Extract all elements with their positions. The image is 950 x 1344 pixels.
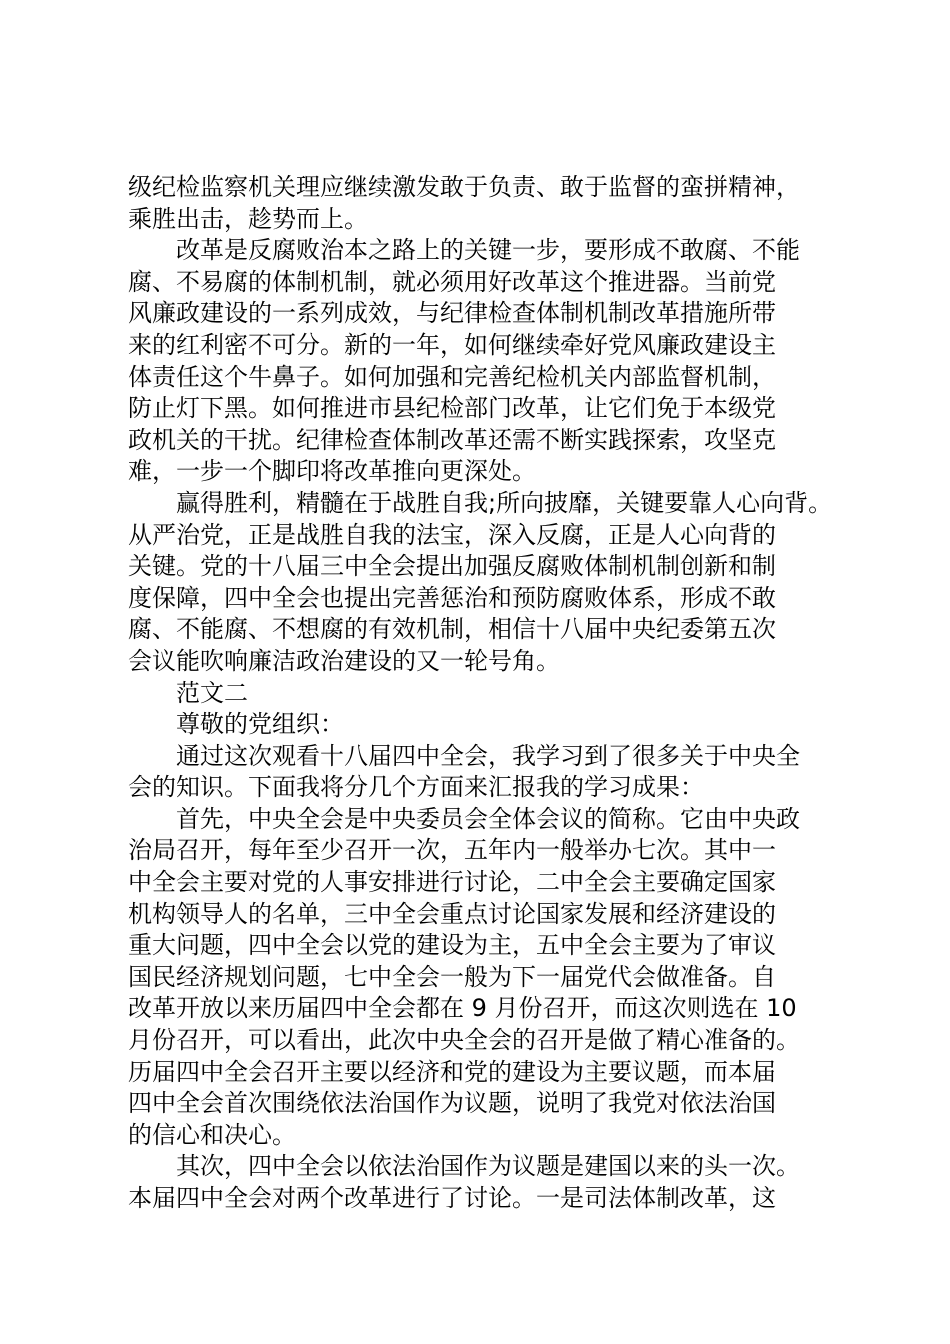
text-line: 政机关的干扰。纪律检查体制改革还需不断实践探索，攻坚克 xyxy=(128,425,776,454)
text-line: 月份召开，可以看出，此次中央全会的召开是做了精心准备的。 xyxy=(128,1026,800,1055)
text-line: 腐、不能腐、不想腐的有效机制，相信十八届中央纪委第五次 xyxy=(128,615,776,644)
text-line: 腐、不易腐的体制机制，就必须用好改革这个推进器。当前党 xyxy=(128,267,776,296)
text-line: 度保障，四中全会也提出完善惩治和预防腐败体系，形成不敢 xyxy=(128,583,776,612)
text-line: 重大问题，四中全会以党的建设为主，五中全会主要为了审议 xyxy=(128,931,776,960)
text-line: 本届四中全会对两个改革进行了讨论。一是司法体制改革，这 xyxy=(128,1184,776,1212)
text-line: 中全会主要对党的人事安排进行讨论，二中全会主要确定国家 xyxy=(128,868,776,897)
text-line: 四中全会首次围绕依法治国作为议题，说明了我党对依法治国 xyxy=(128,1089,776,1118)
text-line: 来的红利密不可分。新的一年，如何继续牵好党风廉政建设主 xyxy=(128,330,776,359)
text-line: 从严治党，正是战胜自我的法宝，深入反腐，正是人心向背的 xyxy=(128,520,776,549)
text-line: 风廉政建设的一系列成效，与纪律检查体制机制改革措施所带 xyxy=(128,299,776,328)
section-heading: 范文二 xyxy=(128,678,248,707)
text-line: 难，一步一个脚印将改革推向更深处。 xyxy=(128,457,536,486)
text-line: 历届四中全会召开主要以经济和党的建设为主要议题，而本届 xyxy=(128,1057,776,1086)
text-line: 改革是反腐败治本之路上的关键一步，要形成不敢腐、不能 xyxy=(128,236,800,265)
text-line: 体责任这个牛鼻子。如何加强和完善纪检机关内部监督机制， xyxy=(128,362,776,391)
text-line: 国民经济规划问题，七中全会一般为下一届党代会做准备。自 xyxy=(128,962,776,991)
text-line: 乘胜出击，趁势而上。 xyxy=(128,204,368,233)
text-line: 赢得胜利，精髓在于战胜自我;所向披靡，关键要靠人心向背。 xyxy=(128,488,833,517)
text-line: 会的知识。下面我将分几个方面来汇报我的学习成果： xyxy=(128,773,704,802)
text-line: 改革开放以来历届四中全会都在 9 月份召开，而这次则选在 10 xyxy=(128,994,797,1023)
text-line: 的信心和决心。 xyxy=(128,1120,296,1149)
text-line: 治局召开，每年至少召开一次，五年内一般举办七次。其中一 xyxy=(128,836,776,865)
document-body xyxy=(128,172,848,1215)
text-line: 机构领导人的名单，三中全会重点讨论国家发展和经济建设的 xyxy=(128,899,776,928)
text-line: 级纪检监察机关理应继续激发敢于负责、敢于监督的蛮拼精神， xyxy=(128,173,800,201)
text-line: 首先，中央全会是中央委员会全体会议的简称。它由中央政 xyxy=(128,804,800,833)
text-line: 关键。党的十八届三中全会提出加强反腐败体制机制创新和制 xyxy=(128,552,776,581)
salutation: 尊敬的党组织： xyxy=(128,710,344,739)
text-line: 通过这次观看十八届四中全会，我学习到了很多关于中央全 xyxy=(128,741,800,770)
text-line: 防止灯下黑。如何推进市县纪检部门改革，让它们免于本级党 xyxy=(128,394,776,423)
text-line: 会议能吹响廉洁政治建设的又一轮号角。 xyxy=(128,646,560,675)
text-line: 其次，四中全会以依法治国作为议题是建国以来的头一次。 xyxy=(128,1152,800,1181)
